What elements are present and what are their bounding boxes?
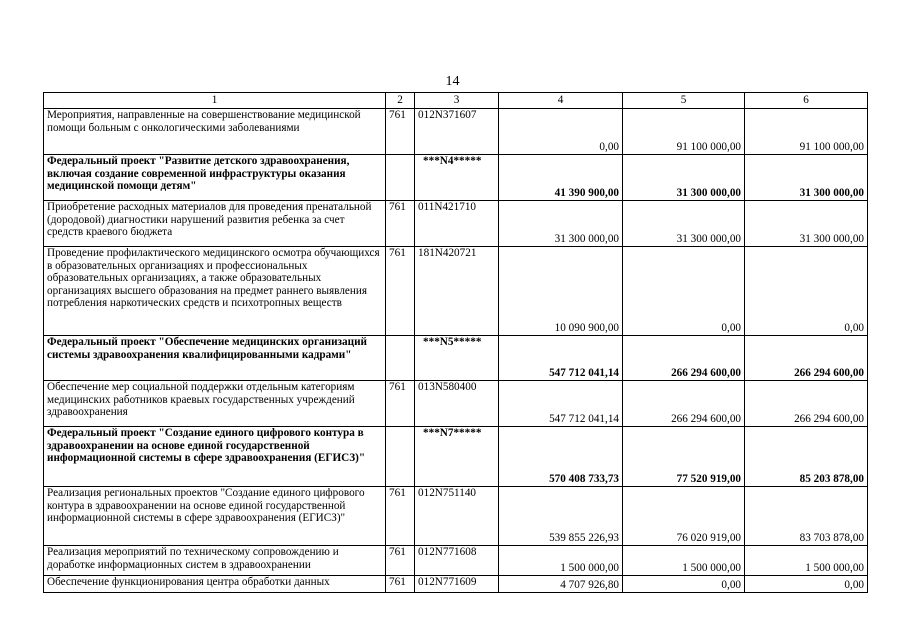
- row-value-col6: 266 294 600,00: [745, 336, 868, 381]
- row-value-col5: 1 500 000,00: [623, 546, 745, 576]
- row-value-col5: 0,00: [623, 576, 745, 593]
- row-csr-cell: 012N771608: [415, 546, 499, 576]
- row-value-col6: 0,00: [745, 576, 868, 593]
- row-name-cell: Обеспечение функционирования центра обработки данных: [44, 576, 386, 593]
- row-value-col6: 83 703 878,00: [745, 487, 868, 546]
- row-csr-cell: 012N751140: [415, 487, 499, 546]
- row-name-cell: Реализация региональных проектов "Создание единого цифрового контура в здравоохранении на основе единой государственной информационной системы в сфере здравоохранения (ЕГИСЗ)": [44, 487, 386, 546]
- row-csr-cell: ***N5*****: [415, 336, 499, 381]
- column-number-4: 4: [499, 93, 623, 109]
- row-value-col5: 0,00: [623, 247, 745, 336]
- row-value-col6: 31 300 000,00: [745, 155, 868, 201]
- row-code-cell: [386, 155, 415, 201]
- row-value-col4: 547 712 041,14: [499, 381, 623, 427]
- row-code-cell: 761: [386, 487, 415, 546]
- row-value-col4: 0,00: [499, 109, 623, 155]
- row-value-col4: 10 090 900,00: [499, 247, 623, 336]
- row-value-col5: 266 294 600,00: [623, 336, 745, 381]
- budget-table: [43, 92, 868, 593]
- table-row: [44, 546, 868, 576]
- table-row: [44, 247, 868, 336]
- table-row: [44, 576, 868, 593]
- row-code-cell: 761: [386, 201, 415, 247]
- row-code-cell: 761: [386, 247, 415, 336]
- column-number-5: 5: [623, 93, 745, 109]
- row-name-cell: Федеральный проект "Создание единого цифрового контура в здравоохранении на основе единой государственной информационной системы в сфере здравоохранения (ЕГИСЗ)": [44, 427, 386, 487]
- table-row: [44, 109, 868, 155]
- column-number-row: [44, 93, 868, 109]
- row-value-col6: 85 203 878,00: [745, 427, 868, 487]
- row-value-col5: 76 020 919,00: [623, 487, 745, 546]
- row-name-cell: Реализация мероприятий по техническому сопровождению и доработке информационных систем в здравоохранении: [44, 546, 386, 576]
- row-value-col6: 31 300 000,00: [745, 201, 868, 247]
- row-csr-cell: ***N4*****: [415, 155, 499, 201]
- row-value-col5: 266 294 600,00: [623, 381, 745, 427]
- row-name-cell: Приобретение расходных материалов для проведения пренатальной (дородовой) диагностики нарушений развития ребенка за счет средств краевого бюджета: [44, 201, 386, 247]
- row-name-cell: Обеспечение мер социальной поддержки отдельным категориям медицинских работников краевых государственных учреждений здравоохранения: [44, 381, 386, 427]
- row-value-col6: 91 100 000,00: [745, 109, 868, 155]
- row-value-col6: 266 294 600,00: [745, 381, 868, 427]
- column-number-1: 1: [44, 93, 386, 109]
- row-name-cell: Проведение профилактического медицинского осмотра обучающихся в образовательных организациях и профессиональных образовательных организациях, а также образовательных организациях высшего образования на предмет раннего выявления потребления наркотических средств и психотропных веществ: [44, 247, 386, 336]
- table-row: [44, 381, 868, 427]
- row-value-col4: 539 855 226,93: [499, 487, 623, 546]
- column-number-6: 6: [745, 93, 868, 109]
- row-value-col5: 31 300 000,00: [623, 201, 745, 247]
- page-number: 14: [445, 74, 460, 89]
- row-csr-cell: 012N771609: [415, 576, 499, 593]
- row-csr-cell: 013N580400: [415, 381, 499, 427]
- row-value-col4: 31 300 000,00: [499, 201, 623, 247]
- row-code-cell: 761: [386, 381, 415, 427]
- row-name-cell: Мероприятия, направленные на совершенствование медицинской помощи больным с онкологическими заболеваниями: [44, 109, 386, 155]
- row-value-col4: 4 707 926,80: [499, 576, 623, 593]
- row-csr-cell: 181N420721: [415, 247, 499, 336]
- row-csr-cell: ***N7*****: [415, 427, 499, 487]
- budget-table-body: [44, 93, 868, 593]
- table-row: [44, 201, 868, 247]
- column-number-3: 3: [415, 93, 499, 109]
- row-code-cell: 761: [386, 546, 415, 576]
- row-name-cell: Федеральный проект "Развитие детского здравоохранения, включая создание современной инфраструктуры оказания медицинской помощи детям": [44, 155, 386, 201]
- row-value-col6: 0,00: [745, 247, 868, 336]
- table-row: [44, 487, 868, 546]
- row-code-cell: 761: [386, 576, 415, 593]
- project-row: [44, 336, 868, 381]
- row-value-col4: 547 712 041,14: [499, 336, 623, 381]
- row-csr-cell: 012N371607: [415, 109, 499, 155]
- row-value-col6: 1 500 000,00: [745, 546, 868, 576]
- row-value-col4: 41 390 900,00: [499, 155, 623, 201]
- row-csr-cell: 011N421710: [415, 201, 499, 247]
- project-row: [44, 155, 868, 201]
- row-value-col5: 91 100 000,00: [623, 109, 745, 155]
- row-code-cell: [386, 336, 415, 381]
- project-row: [44, 427, 868, 487]
- row-value-col5: 31 300 000,00: [623, 155, 745, 201]
- column-number-2: 2: [386, 93, 415, 109]
- row-value-col4: 1 500 000,00: [499, 546, 623, 576]
- row-code-cell: 761: [386, 109, 415, 155]
- row-code-cell: [386, 427, 415, 487]
- row-name-cell: Федеральный проект "Обеспечение медицинских организаций системы здравоохранения квалифицированными кадрами": [44, 336, 386, 381]
- row-value-col4: 570 408 733,73: [499, 427, 623, 487]
- row-value-col5: 77 520 919,00: [623, 427, 745, 487]
